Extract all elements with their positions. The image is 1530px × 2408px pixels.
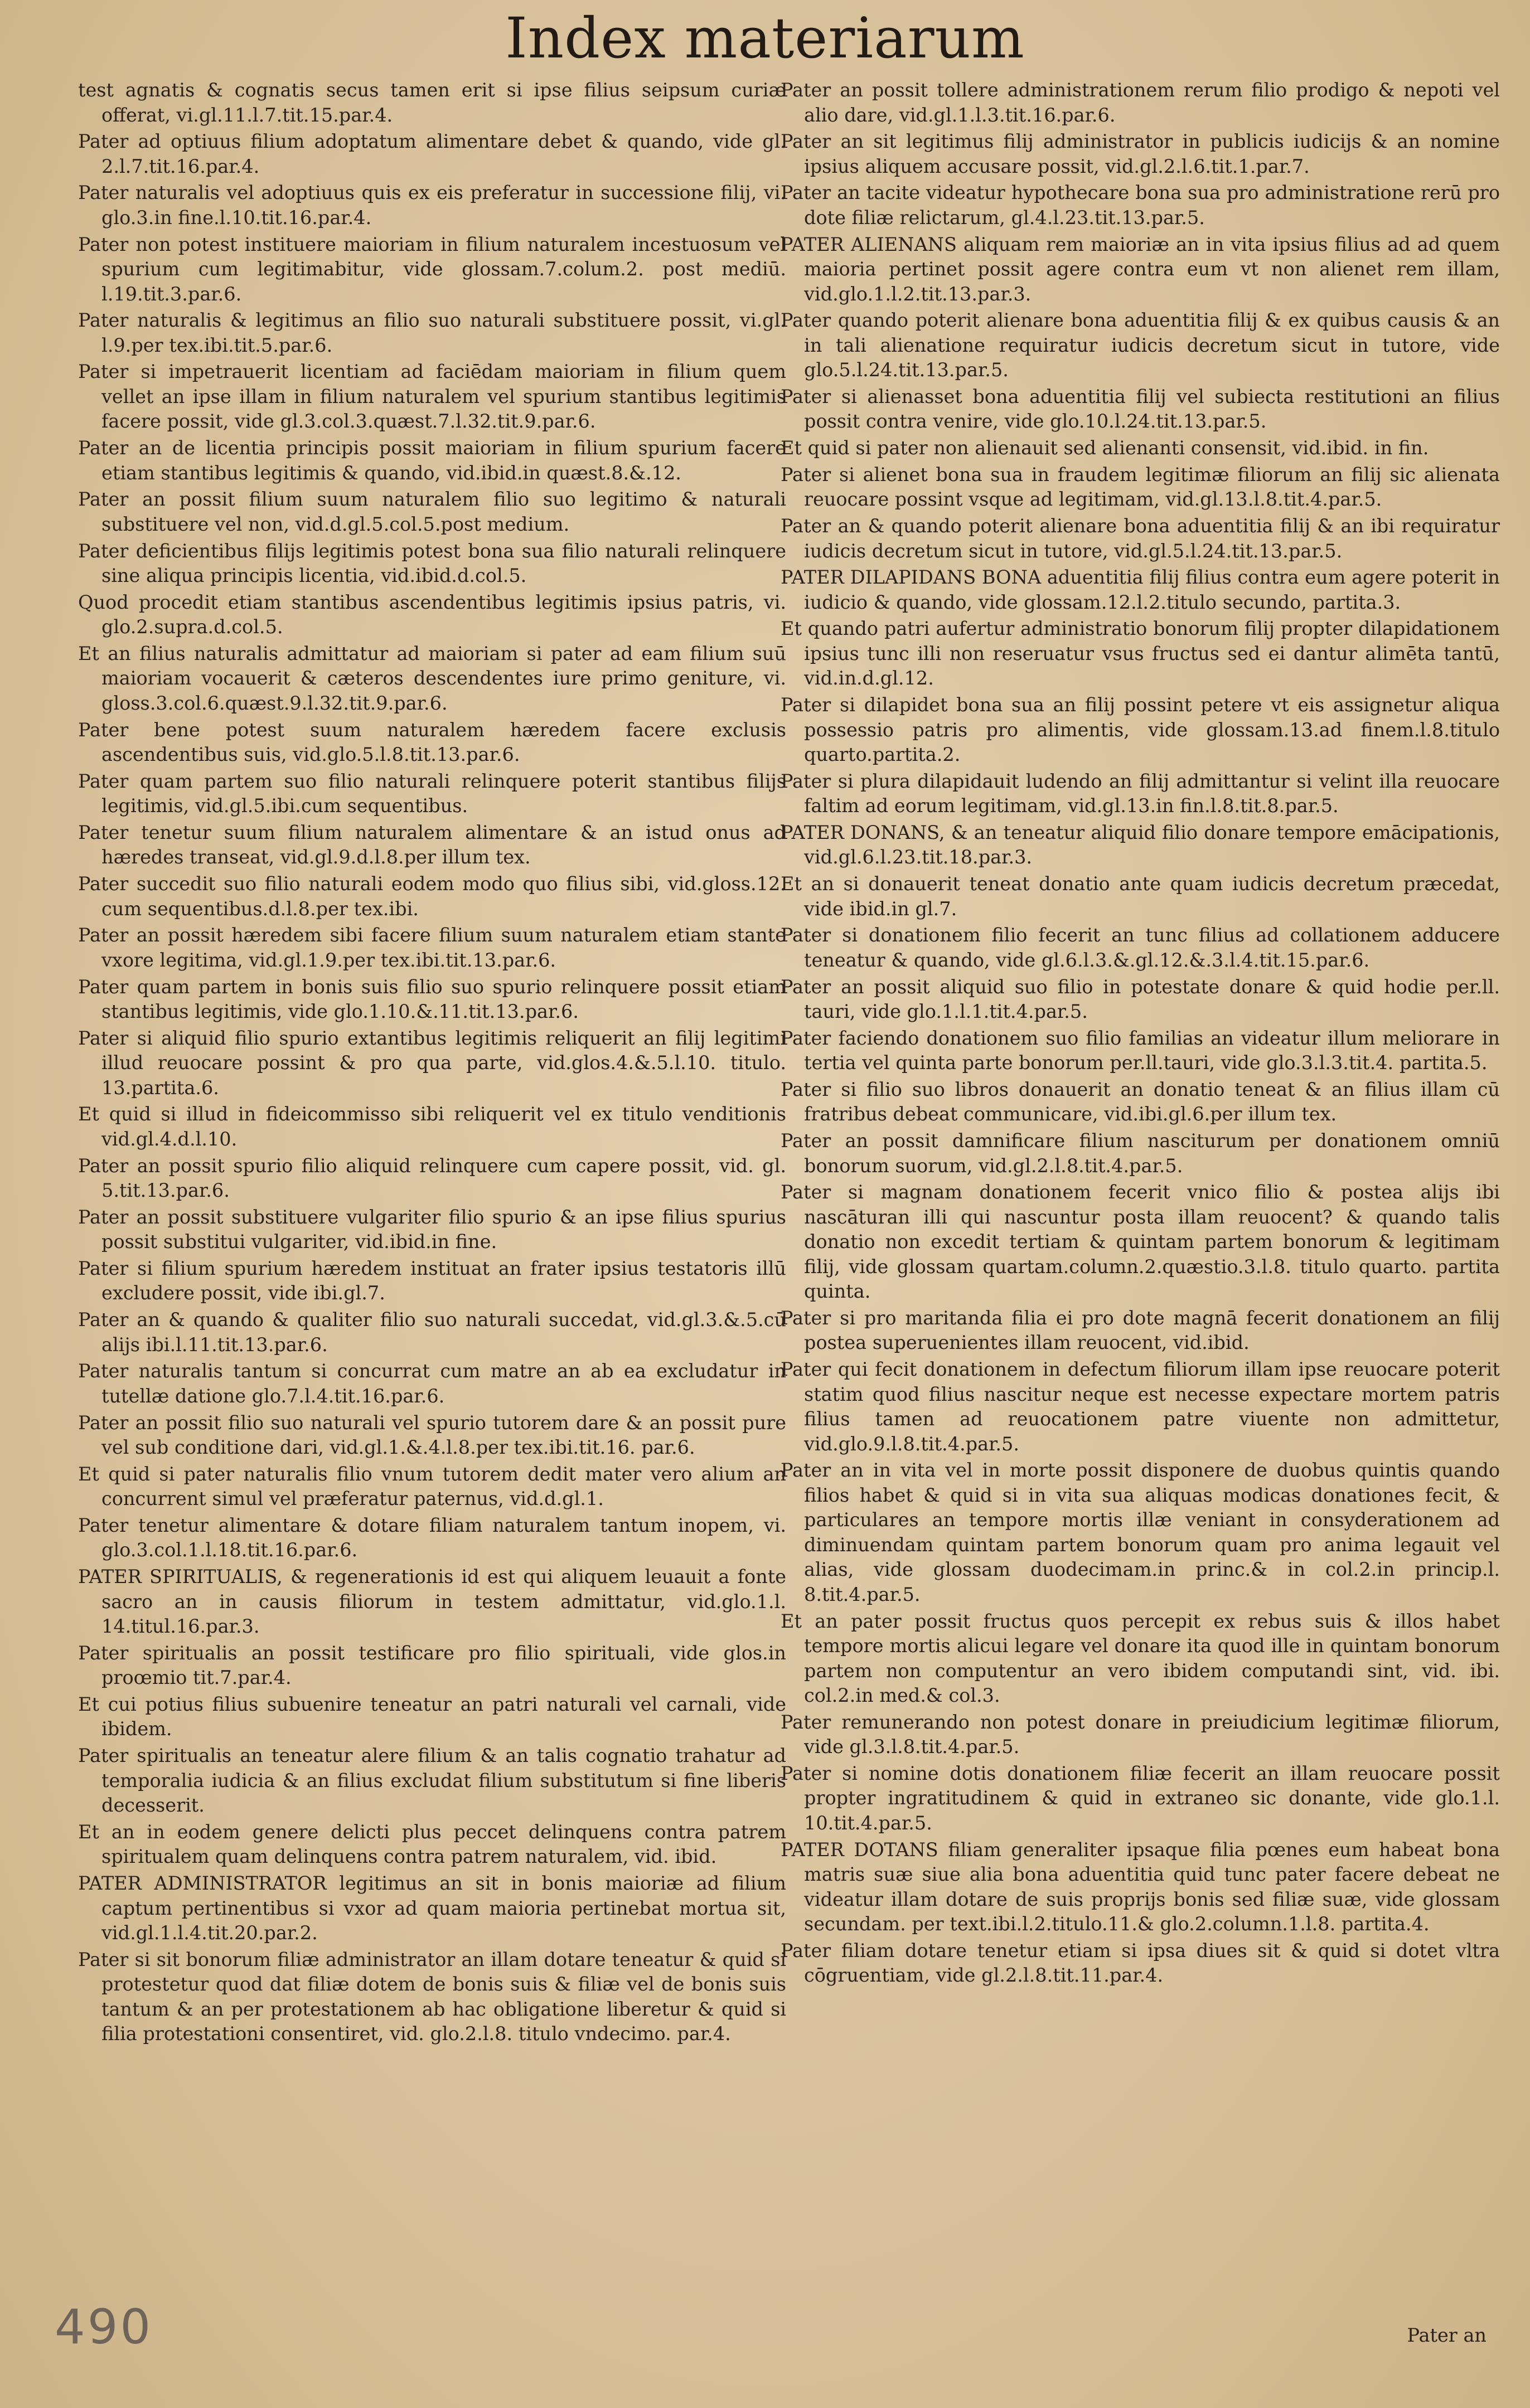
index-entry: Pater si nomine dotis donationem filiæ fecerit an illam reuocare possit propter ingratitudinem & quid in extraneo sic donante, vide glo.1.l. 10.tit.4.par.5. — [781, 1762, 1500, 1834]
page-title: Index materiarum — [505, 6, 1025, 71]
index-entry: Pater spiritualis an possit testificare pro filio spirituali, vide glos.in proœmio tit.7.par.4. — [78, 1642, 786, 1689]
index-entry: test agnatis & cognatis secus tamen erit si ipse filius seipsum curiæ offerat, vi.gl.11.l.7.tit.15.par.4. — [78, 79, 786, 126]
index-entry: Pater succedit suo filio naturali eodem modo quo filius sibi, vid.gloss.12. cum sequentibus.d.l.8.per tex.ibi. — [78, 873, 786, 920]
index-entry: Pater si sit bonorum filiæ administrator an illam dotare teneatur & quid si protestetur quod dat filiæ dotem de bonis suis & filiæ vel de bonis suis tantum & an per protestationem ab hac obligatione liberetur & quid si filia protestationi consentiret, vid. glo.2.l.8. titulo vndecimo. par.4. — [78, 1948, 786, 2045]
index-entry: Et an filius naturalis admittatur ad maioriam si pater ad eam filium suū maioriam vocauerit & cæteros descendentes iure primo geniture, vi. gloss.3.col.6.quæst.9.l.32.tit.9.par.6. — [78, 642, 786, 714]
index-entry: Pater an possit hæredem sibi facere filium suum naturalem etiam stante vxore legitima, vid.gl.1.9.per tex.ibi.tit.13.par.6. — [78, 924, 786, 971]
index-entry: Pater si aliquid filio spurio extantibus legitimis reliquerit an filij legitimi illud reuocare possint & pro qua parte, vid.glos.4.&.5.l.10. titulo. 13.partita.6. — [78, 1027, 786, 1099]
index-entry: Pater si donationem filio fecerit an tunc filius ad collationem adducere teneatur & quando, vide gl.6.l.3.&.gl.12.&.3.l.4.tit.15.par.6. — [781, 924, 1500, 971]
index-entry: Pater an & quando poterit alienare bona aduentitia filij & an ibi requiratur iudicis decretum sicut in tutore, vid.gl.5.l.24.tit.13.par.5. — [781, 515, 1500, 562]
index-entry: Et quid si pater non alienauit sed alienanti consensit, vid.ibid. in fin. — [781, 437, 1429, 459]
index-entry: Et quid si illud in fideicommisso sibi reliquerit vel ex titulo venditionis vid.gl.4.d.l.10. — [78, 1103, 786, 1150]
index-entry: PATER DILAPIDANS BONA aduentitia filij filius contra eum agere poterit in iudicio & quando, vide glossam.12.l.2.titulo secundo, partita.3. — [781, 566, 1500, 613]
index-entry: Pater an possit aliquid suo filio in potestate donare & quid hodie per.ll. tauri, vide glo.1.l.1.tit.4.par.5. — [781, 975, 1500, 1022]
index-entry: Pater filiam dotare tenetur etiam si ipsa diues sit & quid si dotet vltra cōgruentiam, vide gl.2.l.8.tit.11.par.4. — [781, 1939, 1500, 1987]
index-entry: Pater si impetrauerit licentiam ad faciēdam maioriam in filium quem vellet an ipse illam in filium naturalem vel spurium stantibus legitimis facere possit, vide gl.3.col.3.quæst.7.l.32.tit.9.par.6. — [78, 361, 786, 433]
index-entry: PATER DOTANS filiam generaliter ipsaque filia pœnes eum habeat bona matris suæ siue alia bona aduentitia quid tunc pater facere debeat ne videatur illam dotare de suis proprijs bonis sed filiæ suæ, vide glossam secundam. per text.ibi.l.2.titulo.11.& glo.2.column.1.l.8. partita.4. — [781, 1838, 1500, 1935]
index-entry: PATER DONANS, & an teneatur aliquid filio donare tempore emācipationis, vid.gl.6.l.23.tit.18.par.3. — [781, 821, 1500, 868]
index-entry: Pater bene potest suum naturalem hæredem facere exclusis ascendentibus suis, vid.glo.5.l.8.tit.13.par.6. — [78, 718, 786, 766]
index-entry: Pater non potest instituere maioriam in filium naturalem incestuosum vel spurium cum legitimabitur, vide glossam.7.colum.2. post mediū. l.19.tit.3.par.6. — [78, 233, 786, 305]
index-entry: Pater quando poterit alienare bona aduentitia filij & ex quibus causis & an in tali alienatione requiratur iudicis decretum sicut in tutore, vide glo.5.l.24.tit.13.par.5. — [781, 309, 1500, 381]
index-entry: Pater si filio suo libros donauerit an donatio teneat & an filius illam cū fratribus debeat communicare, vid.ibi.gl.6.per illum tex. — [781, 1078, 1500, 1125]
index-entry: Pater naturalis & legitimus an filio suo naturali substituere possit, vi.gl. l.9.per tex.ibi.tit.5.par.6. — [78, 309, 786, 356]
index-entry: Et an si donauerit teneat donatio ante quam iudicis decretum præcedat, vide ibid.in gl.7. — [781, 873, 1500, 920]
index-entry: Et quando patri aufertur administratio bonorum filij propter dilapidationem ipsius tunc illi non reseruatur vsus fructus sed ei dantur alimēta tantū, vid.in.d.gl.12. — [781, 618, 1500, 690]
index-column-right — [781, 78, 1500, 1990]
index-entry: Pater si pro maritanda filia ei pro dote magnā fecerit donationem an filij postea superuenientes illam reuocent, vid.ibid. — [781, 1307, 1500, 1354]
index-entry: Quod procedit etiam stantibus ascendentibus legitimis ipsius patris, vi. glo.2.supra.d.col.5. — [78, 591, 786, 638]
index-entry: Pater naturalis tantum si concurrat cum matre an ab ea excludatur in tutellæ datione glo.7.l.4.tit.16.par.6. — [78, 1360, 786, 1407]
index-entry: Et an in eodem genere delicti plus peccet delinquens contra patrem spiritualem quam delinquens contra patrem naturalem, vid. ibid. — [78, 1820, 786, 1868]
index-entry: Pater si alienasset bona aduentitia filij vel subiecta restitutioni an filius possit contra venire, vide glo.10.l.24.tit.13.par.5. — [781, 385, 1500, 433]
index-entry: Pater faciendo donationem suo filio familias an videatur illum meliorare in tertia vel quinta parte bonorum per.ll.tauri, vide glo.3.l.3.tit.4. partita.5. — [781, 1027, 1500, 1074]
index-entry: Pater tenetur suum filium naturalem alimentare & an istud onus ad hæredes transeat, vid.gl.9.d.l.8.per illum tex. — [78, 821, 786, 868]
index-entry: Pater naturalis vel adoptiuus quis ex eis preferatur in successione filij, vi. glo.3.in fine.l.10.tit.16.par.4. — [78, 182, 786, 229]
index-entry: Pater an tacite videatur hypothecare bona sua pro administratione rerū pro dote filiæ relictarum, gl.4.l.23.tit.13.par.5. — [781, 182, 1500, 229]
index-entry: Pater quam partem in bonis suis filio suo spurio relinquere possit etiam stantibus legitimis, vide glo.1.10.&.11.tit.13.par.6. — [78, 975, 786, 1022]
handwritten-folio-number: 490 — [55, 2299, 153, 2355]
index-entry: Et an pater possit fructus quos percepit ex rebus suis & illos habet tempore mortis alicui legare vel donare ita quod ille in quintam bonorum partem non computentur an vero ibidem computandi sint, vid. ibi. col.2.in med.& col.3. — [781, 1610, 1500, 1706]
index-entry: PATER ALIENANS aliquam rem maioriæ an in vita ipsius filius ad ad quem maioria pertinet possit agere contra eum vt non alienet rem illam, vid.glo.1.l.2.tit.13.par.3. — [781, 233, 1500, 305]
index-entry: Pater an possit tollere administrationem rerum filio prodigo & nepoti vel alio dare, vid.gl.1.l.3.tit.16.par.6. — [781, 79, 1500, 126]
index-entry: Pater si dilapidet bona sua an filij possint petere vt eis assignetur aliqua possessio patris pro alimentis, vide glossam.13.ad finem.l.8.titulo quarto.partita.2. — [781, 694, 1500, 766]
index-entry: Pater remunerando non potest donare in preiudicium legitimæ filiorum, vide gl.3.l.8.tit.4.par.5. — [781, 1711, 1500, 1758]
index-entry: Pater an possit damnificare filium nasciturum per donationem omniū bonorum suorum, vid.gl.2.l.8.tit.4.par.5. — [781, 1130, 1500, 1177]
index-column-left — [78, 78, 786, 2048]
index-entry: Pater deficientibus filijs legitimis potest bona sua filio naturali relinquere sine aliqua principis licentia, vid.ibid.d.col.5. — [78, 540, 786, 586]
index-entry: Pater an possit substituere vulgariter filio spurio & an ipse filius spurius possit substitui vulgariter, vid.ibid.in fine. — [78, 1206, 786, 1253]
index-entry: Pater an & quando & qualiter filio suo naturali succedat, vid.gl.3.&.5.cū alijs ibi.l.11.tit.13.par.6. — [78, 1309, 786, 1356]
index-entry: Pater si magnam donationem fecerit vnico filio & postea alijs ibi nascāturan illi qui nascuntur posta illam reuocent? & quando talis donatio non excedit tertiam & quintam partem bonorum & legitimam filij, vide glossam quartam.column.2.quæstio.3.l.8. titulo quarto. partita quinta. — [781, 1181, 1500, 1303]
index-entry: Pater quam partem suo filio naturali relinquere poterit stantibus filijs legitimis, vid.gl.5.ibi.cum sequentibus. — [78, 770, 786, 817]
index-entry: Pater an de licentia principis possit maioriam in filium spurium facere etiam stantibus legitimis & quando, vid.ibid.in quæst.8.&.12. — [78, 437, 786, 484]
index-entry: Pater an sit legitimus filij administrator in publicis iudicijs & an nomine ipsius aliquem accusare possit, vid.gl.2.l.6.tit.1.par.7. — [781, 130, 1500, 177]
index-entry: Pater si alienet bona sua in fraudem legitimæ filiorum an filij sic alienata reuocare possint vsque ad legitimam, vid.gl.13.l.8.tit.4.par.5. — [781, 463, 1500, 511]
index-entry: Pater an possit filio suo naturali vel spurio tutorem dare & an possit pure vel sub conditione dari, vid.gl.1.&.4.l.8.per tex.ibi.tit.16. par.6. — [78, 1411, 786, 1458]
catchword: Pater an — [1407, 2324, 1487, 2346]
index-entry: Pater qui fecit donationem in defectum filiorum illam ipse reuocare poterit statim quod filius nascitur neque est necesse expectare mortem patris filius tamen ad reuocationem patre viuente non admittetur, vid.glo.9.l.8.tit.4.par.5. — [781, 1358, 1500, 1455]
index-entry: Et quid si pater naturalis filio vnum tutorem dedit mater vero alium an concurrent simul vel præferatur paternus, vid.d.gl.1. — [78, 1463, 786, 1510]
index-entry: Pater an possit spurio filio aliquid relinquere cum capere possit, vid. gl. 5.tit.13.par.6. — [78, 1154, 786, 1202]
index-entry: PATER ADMINISTRATOR legitimus an sit in bonis maioriæ ad filium captum pertinentibus si vxor ad quam maioria pertinebat mortua sit, vid.gl.1.l.4.tit.20.par.2. — [78, 1872, 786, 1944]
index-entry: Pater si filium spurium hæredem instituat an frater ipsius testatoris illū excludere possit, vide ibi.gl.7. — [78, 1257, 786, 1304]
index-entry: Pater an possit filium suum naturalem filio suo legitimo & naturali substituere vel non, vid.d.gl.5.col.5.post medium. — [78, 488, 786, 535]
index-entry: Pater an in vita vel in morte possit disponere de duobus quintis quando filios habet & quid si in vita sua aliquas modicas donationes fecit, & particulares an tempore mortis illæ veniant in consyderationem ad diminuendam quintam partem bonorum quam pro anima legauit vel alias, vide glossam duodecimam.in princ.& in col.2.in princip.l. 8.tit.4.par.5. — [781, 1459, 1500, 1605]
index-entry: Et cui potius filius subuenire teneatur an patri naturali vel carnali, vide ibidem. — [78, 1693, 786, 1740]
index-entry: Pater si plura dilapidauit ludendo an filij admittantur si velint illa reuocare faltim ad eorum legitimam, vid.gl.13.in fin.l.8.tit.8.par.5. — [781, 770, 1500, 817]
index-entry: Pater spiritualis an teneatur alere filium & an talis cognatio trahatur ad temporalia iudicia & an filius excludat filium substitutum si fine liberis decesserit. — [78, 1745, 786, 1817]
index-entry: PATER SPIRITUALIS, & regenerationis id est qui aliquem leuauit a fonte sacro an in causis filiorum in testem admittatur, vid.glo.1.l. 14.titul.16.par.3. — [78, 1566, 786, 1638]
index-entry: Pater ad optiuus filium adoptatum alimentare debet & quando, vide gl. 2.l.7.tit.16.par.4. — [78, 130, 786, 177]
index-entry: Pater tenetur alimentare & dotare filiam naturalem tantum inopem, vi. glo.3.col.1.l.18.tit.16.par.6. — [78, 1514, 786, 1561]
